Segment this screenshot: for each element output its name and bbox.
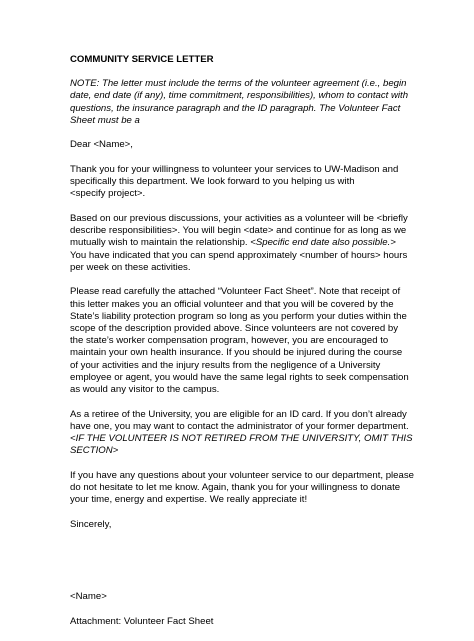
note-line: NOTE: The letter must include the terms of the volunteer agreement (i.e., begin xyxy=(70,78,407,90)
paragraph-line xyxy=(70,237,410,249)
paragraph-line: the state’s worker compensation program, however, you are encouraged to xyxy=(70,335,389,347)
end-date-placeholder: <Specific end date also possible.> xyxy=(250,237,396,249)
paragraph-text: mutually wish to maintain the relationship. xyxy=(70,237,251,249)
paragraph-line: scope of the description provided above. Since volunteers are not covered by xyxy=(70,323,398,335)
note-line: Sheet must be a xyxy=(70,114,140,126)
intro-paragraph xyxy=(70,164,410,201)
paragraph-line: State’s liability protection program so long as you perform your duties within the xyxy=(70,310,407,322)
paragraph-line: employee or agent, you would have the same legal rights to seek compensation xyxy=(70,371,409,383)
omit-section-note: SECTION> xyxy=(70,445,119,457)
paragraph-line: have one, you may want to contact the administrator of your former department. xyxy=(70,420,409,432)
omit-section-note: <IF THE VOLUNTEER IS NOT RETIRED FROM THE UNIVERSITY, OMIT THIS xyxy=(70,433,413,445)
paragraph-line: You have indicated that you can spend approximately <number of hours> hours xyxy=(70,249,408,261)
paragraph-line: Based on our previous discussions, your activities as a volunteer will be <briefly xyxy=(70,213,408,224)
activities-paragraph xyxy=(70,213,410,274)
paragraph-line: maintain your own health insurance. If you should be injured during the course xyxy=(70,347,403,359)
letter-title: COMMUNITY SERVICE LETTER xyxy=(70,54,214,65)
paragraph-line: your time, energy and expertise. We really appreciate it! xyxy=(70,494,308,506)
letter-page xyxy=(70,54,414,641)
paragraph-line: specifically this department. We look forward to you helping us with xyxy=(70,176,355,188)
paragraph-line: do not hesitate to let me know. Again, thank you for your willingness to donate xyxy=(70,482,401,494)
paragraph-line: <specify project>. xyxy=(70,188,146,200)
paragraph-line: Please read carefully the attached “Volunteer Fact Sheet”. Note that receipt of xyxy=(70,286,401,298)
instruction-note xyxy=(70,78,410,127)
attachment-line: Attachment: Volunteer Fact Sheet xyxy=(70,616,214,628)
paragraph-line: If you have any questions about your volunteer service to our department, please xyxy=(70,469,414,481)
paragraph-line: as would any visitor to the campus. xyxy=(70,384,220,396)
id-card-paragraph xyxy=(70,408,413,458)
signature-space xyxy=(70,543,410,591)
signature-name: <Name> xyxy=(70,591,107,603)
note-line: date, end date (if any), time commitment, responsibilities), whom to contact with xyxy=(70,90,409,102)
note-line: questions, the insurance paragraph and the ID paragraph. The Volunteer Fact xyxy=(70,102,401,114)
paragraph-line: describe responsibilities>. You will begin <date> and continue for as long as we xyxy=(70,225,407,237)
paragraph-line: of your activities and the injury results from the negligence of a University xyxy=(70,359,381,371)
salutation: Dear <Name>, xyxy=(70,139,133,151)
insurance-paragraph xyxy=(70,286,410,396)
questions-paragraph xyxy=(70,469,414,507)
closing: Sincerely, xyxy=(70,518,112,530)
paragraph-line: As a retiree of the University, you are eligible for an ID card. If you don’t already xyxy=(70,408,407,420)
paragraph-line: per week on these activities. xyxy=(70,261,191,273)
paragraph-line: Thank you for your willingness to volunteer your services to UW-Madison and xyxy=(70,164,399,175)
paragraph-line: this letter makes you an official volunteer and that you will be covered by the xyxy=(70,298,394,310)
